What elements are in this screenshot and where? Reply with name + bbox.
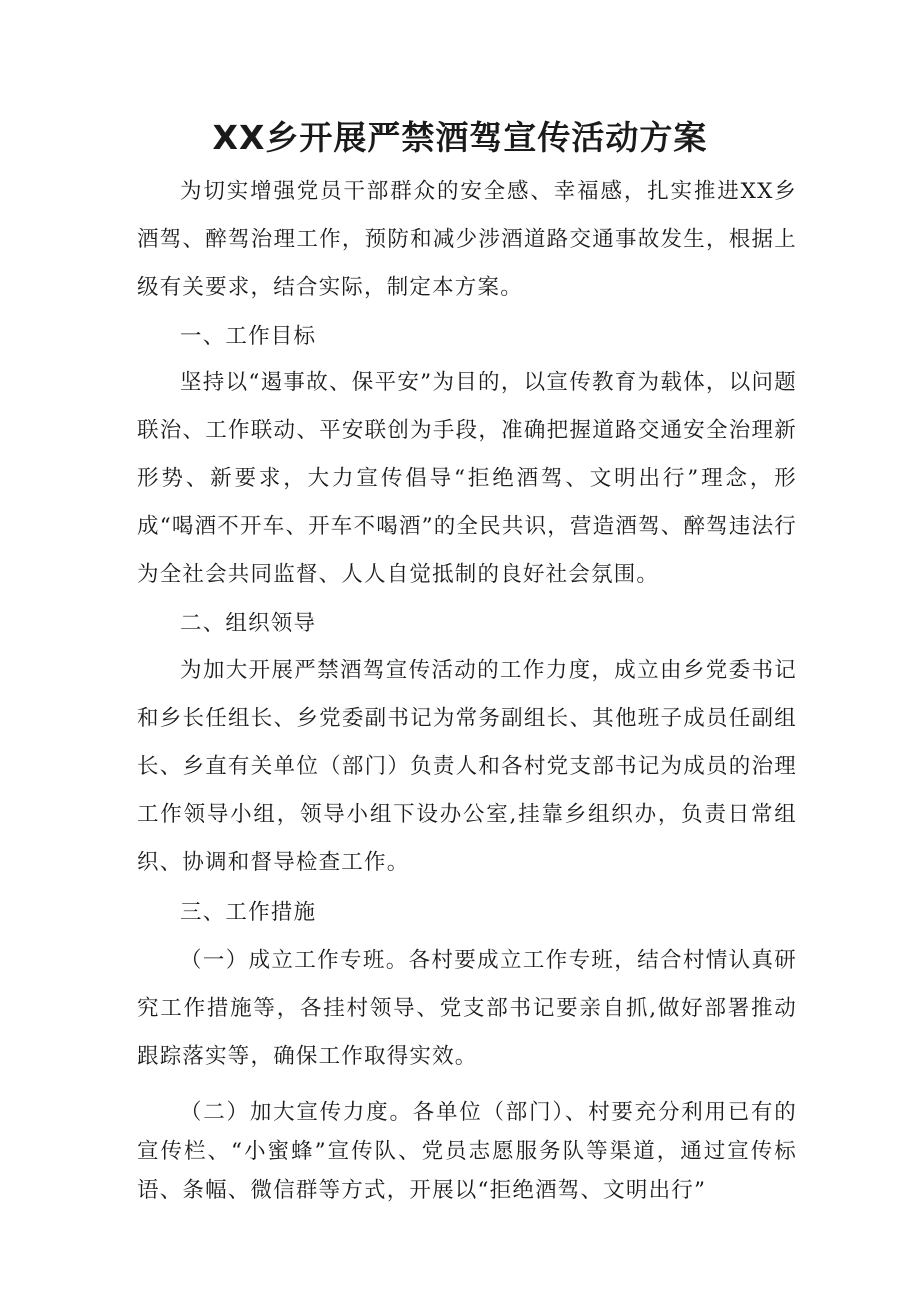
section-heading-goals: 一、工作目标	[180, 324, 317, 349]
organization-paragraph: 为加大开展严禁酒驾宣传活动的工作力度，成立由乡党委书记和乡长任组长、乡党委副书记为常务副组长、其他班子成员任副组长、乡直有关单位（部门）负责人和各村党支部书记为成员的治理工作领导小组，领导小组下设办公室,挂靠乡组织办，负责日常组织、协调和督导检查工作。	[137, 658, 797, 875]
section-heading-measures: 三、工作措施	[180, 900, 317, 925]
intro-paragraph: 为切实增强党员干部群众的安全感、幸福感，扎实推进XX乡酒驾、醉驾治理工作，预防和减少涉酒道路交通事故发生，根据上级有关要求，结合实际，制定本方案。	[137, 179, 797, 300]
goals-paragraph: 坚持以“遏事故、保平安”为目的，以宣传教育为载体，以问题联治、工作联动、平安联创为手段，准确把握道路交通安全治理新形势、新要求，大力宣传倡导“拒绝酒驾、文明出行”理念，形成“喝酒不开车、开车不喝酒”的全民共识，营造酒驾、醉驾违法行为全社会共同监督、人人自觉抵制的良好社会氛围。	[137, 370, 797, 587]
measure-paragraph-2: （二）加大宣传力度。各单位（部门）、村要充分利用已有的宣传栏、“小蜜蜂”宣传队、党员志愿服务队等渠道，通过宣传标语、条幅、微信群等方式，开展以“拒绝酒驾、文明出行”	[137, 1100, 797, 1203]
measure-paragraph-1: （一）成立工作专班。各村要成立工作专班，结合村情认真研究工作措施等，各挂村领导、党支部书记要亲自抓,做好部署推动跟踪落实等，确保工作取得实效。	[137, 948, 797, 1069]
document-title: XX乡开展严禁酒驾宣传活动方案	[212, 118, 708, 157]
section-heading-organization: 二、组织领导	[180, 611, 317, 636]
